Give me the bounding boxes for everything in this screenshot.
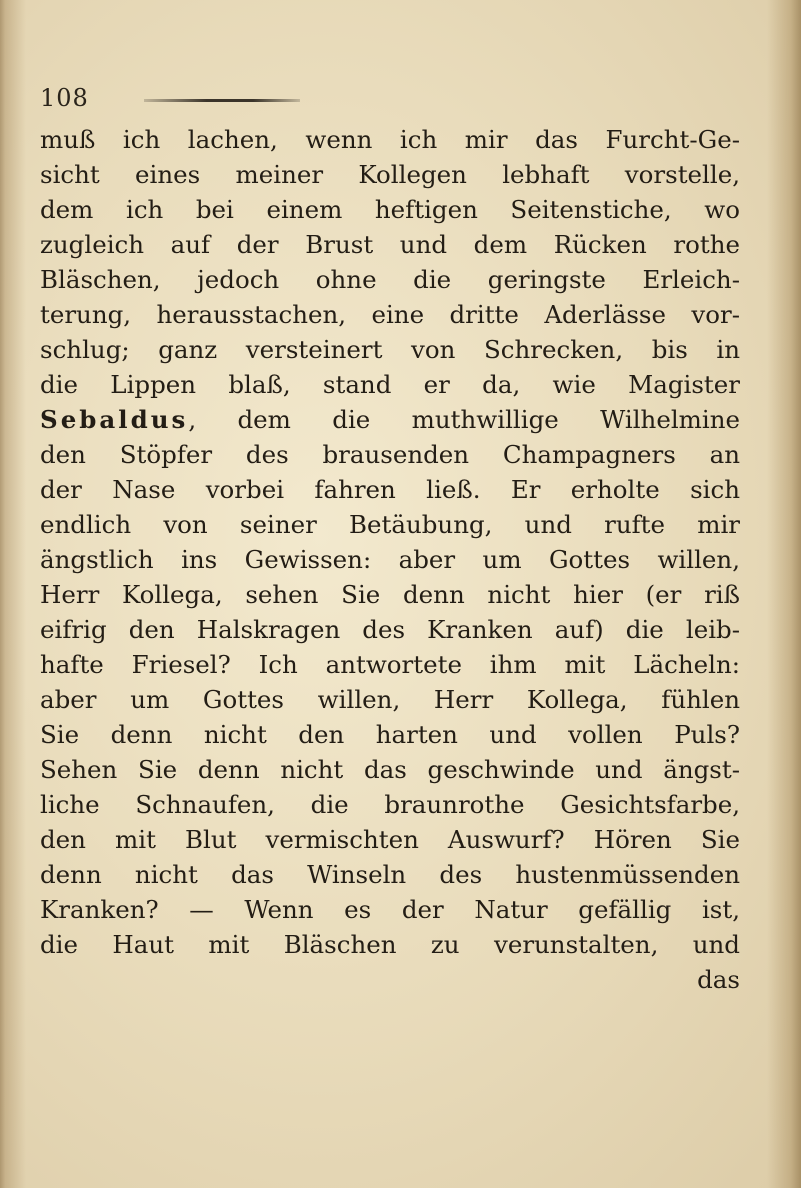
text-line: terung, herausstachen, eine dritte Aderlässe vor- — [40, 300, 740, 329]
text-line: der Nase vorbei fahren ließ. Er erholte sich — [40, 475, 740, 504]
text-line — [40, 402, 740, 437]
header-rule — [144, 99, 300, 102]
text-line: die Haut mit Bläschen zu verunstalten, und — [40, 930, 740, 959]
page-right-shadow — [767, 0, 801, 1188]
text-line: zugleich auf der Brust und dem Rücken rothe — [40, 230, 740, 259]
text-line: eifrig den Halskragen des Kranken auf) die leib- — [40, 615, 740, 644]
text-line: denn nicht das Winseln des hustenmüssenden — [40, 860, 740, 889]
text-line: Bläschen, jedoch ohne die geringste Erleich- — [40, 265, 740, 294]
text-line: schlug; ganz versteinert von Schrecken, bis in — [40, 335, 740, 364]
page-left-shadow — [0, 0, 26, 1188]
text-line: aber um Gottes willen, Herr Kollega, fühlen — [40, 685, 740, 714]
page-header — [40, 84, 740, 120]
text-line: muß ich lachen, wenn ich mir das Furcht-Ge- — [40, 125, 740, 154]
text-line: liche Schnaufen, die braunrothe Gesichtsfarbe, — [40, 790, 740, 819]
text-line: hafte Friesel? Ich antwortete ihm mit Lächeln: — [40, 650, 740, 679]
body-text — [40, 122, 740, 997]
text-line: sicht eines meiner Kollegen lebhaft vorstelle, — [40, 160, 740, 189]
text-line-rest: , dem die muthwillige Wilhelmine — [188, 405, 740, 434]
catchword: das — [697, 965, 740, 994]
text-line: Herr Kollega, sehen Sie denn nicht hier (er riß — [40, 580, 740, 609]
text-line: endlich von seiner Betäubung, und rufte mir — [40, 510, 740, 539]
text-line: ängstlich ins Gewissen: aber um Gottes willen, — [40, 545, 740, 574]
text-line: dem ich bei einem heftigen Seitenstiche, wo — [40, 195, 740, 224]
text-line: Sie denn nicht den harten und vollen Puls? — [40, 720, 740, 749]
text-line: den Stöpfer des brausenden Champagners an — [40, 440, 740, 469]
emphasized-name: Sebaldus — [40, 405, 189, 434]
text-line: Sehen Sie denn nicht das geschwinde und ängst- — [40, 755, 740, 784]
text-line: die Lippen blaß, stand er da, wie Magister — [40, 370, 740, 399]
text-line: den mit Blut vermischten Auswurf? Hören Sie — [40, 825, 740, 854]
text-line: Kranken? — Wenn es der Natur gefällig ist, — [40, 895, 740, 924]
page-number: 108 — [40, 84, 89, 112]
